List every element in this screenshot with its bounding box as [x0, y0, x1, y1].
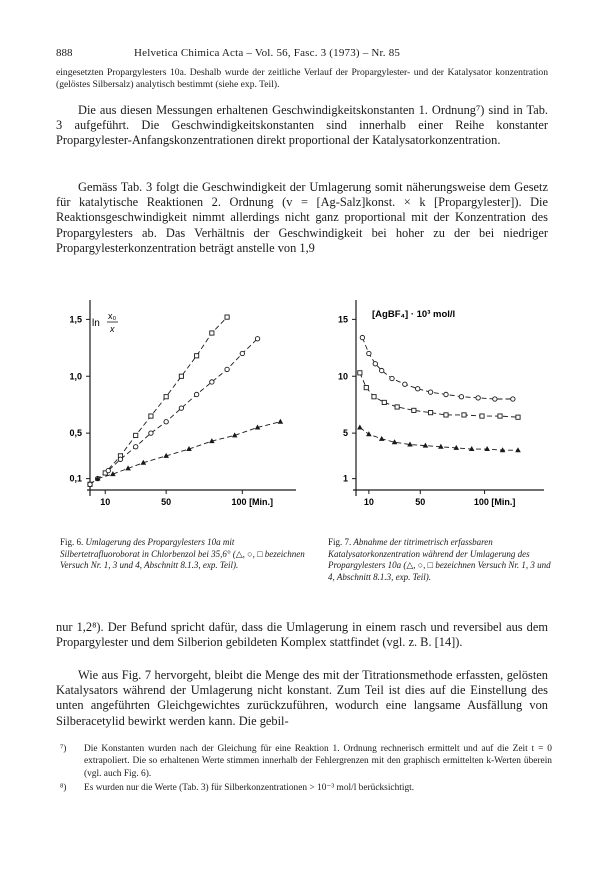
footnote-7-number: ⁷) — [60, 744, 67, 754]
fig6-markers — [88, 315, 283, 487]
fig6-point-circle — [133, 445, 137, 449]
fig6-ylabel-prefix: ln — [92, 318, 100, 329]
fig7-y-tick-label: 5 — [342, 428, 348, 439]
fig7-point-triangle — [379, 436, 385, 441]
fig6-point-circle — [210, 380, 214, 384]
fig6-y-tick-label: 1,0 — [69, 371, 82, 382]
footnote-7-text: Die Konstanten wurden nach der Gleichung für eine Reaktion 1. Ordnung rechnerisch ermittelt und auf die Zeit t = 0 extrapoliert. Die so erhaltenen Werte stimmen innerhalb der Fehlergrenzen mit den graphisch ermittelten k-Werten überein (vgl. auch Fig. 6). — [84, 744, 552, 779]
footnote-8-number: ⁸) — [60, 783, 67, 793]
fig7-y-tick-label: 1 — [342, 473, 348, 484]
fig7-y-tick-label: 15 — [337, 314, 348, 325]
fig6-point-square — [210, 331, 214, 335]
fig7-point-square — [480, 414, 484, 418]
fig7-point-triangle — [484, 446, 490, 451]
fig7-ticks — [338, 314, 515, 507]
fig7-point-square — [444, 413, 448, 417]
fig7-point-circle — [403, 382, 407, 386]
fig6-point-square — [134, 433, 138, 437]
fig6-caption-text: Umlagerung des Propargylesters 10a mit Silbertetrafluoroborat in Chlorbenzol bei 35,6° (△, ○, □ bezeichnen Versuch Nr. 1, 3 und 4, Abschnitt 8.1.3, exp. Teil). — [60, 537, 305, 571]
fig7-series-square-line — [360, 373, 518, 417]
fig6-point-square — [164, 395, 168, 399]
fig6-point-square — [149, 414, 153, 418]
fig7-point-triangle — [515, 447, 521, 452]
fig7-y-tick-label: 10 — [337, 371, 348, 382]
fig7-series-triangle-line — [360, 427, 518, 450]
top-paragraph: eingesetzten Propargylesters 10a. Deshalb wurde der zeitliche Verlauf der Propargylester- und der Katalysator konzentration (gelöstes Silbersalz) analytisch bestimmt (siehe exp. Teil). — [56, 67, 548, 90]
fig6-point-circle — [118, 457, 122, 461]
footnote-8-text: Es wurden nur die Werte (Tab. 3) für Silberkonzentrationen > 10⁻³ mol/l berücksichtigt. — [84, 783, 415, 793]
fig6-point-square — [179, 374, 183, 378]
fig6-ylabel-numerator: x₀ — [108, 311, 117, 321]
fig6-series-square-line — [90, 317, 227, 484]
fig7-point-square — [382, 400, 386, 404]
fig7-point-circle — [493, 397, 497, 401]
fig6-x-tick-label: 100 [Min.] — [231, 497, 274, 507]
fig6-axes — [87, 300, 296, 496]
fig7-point-circle — [360, 335, 364, 339]
fig7-caption-label: Fig. 7. — [328, 537, 352, 547]
fig7-point-square — [498, 414, 502, 418]
fig7-ylabel: [AgBF₄] · 10³ mol/l — [372, 309, 456, 320]
figure-7-chart — [326, 288, 558, 528]
fig6-y-tick-label: 0,1 — [69, 473, 82, 484]
fig7-point-circle — [373, 362, 377, 366]
fig6-caption-label: Fig. 6. — [60, 537, 84, 547]
fig7-x-tick-label: 50 — [415, 497, 426, 507]
fig7-point-triangle — [366, 431, 372, 436]
fig7-point-square — [395, 405, 399, 409]
fig7-x-tick-label: 100 [Min.] — [473, 497, 516, 507]
fig7-point-triangle — [357, 424, 363, 429]
fig7-point-circle — [416, 387, 420, 391]
fig7-point-circle — [476, 396, 480, 400]
fig7-point-circle — [428, 390, 432, 394]
fig7-point-circle — [444, 392, 448, 396]
fig6-point-circle — [225, 367, 229, 371]
fig7-x-tick-label: 10 — [363, 497, 374, 507]
fig7-caption-text: Abnahme der titrimetrisch erfassbaren Katalysatorkonzentration während der Umlagerung des Propargylesters 10a (△, ○, □ bezeichnen Versuch Nr. 1, 3 und 4, Abschnitt 8.1.3, exp. Teil). — [328, 537, 551, 582]
fig6-point-circle — [88, 482, 92, 486]
fig7-caption — [328, 537, 552, 583]
running-title: Helvetica Chimica Acta – Vol. 56, Fasc. 3 (1973) – Nr. 85 — [134, 47, 401, 59]
fig7-point-square — [358, 371, 362, 375]
fig6-ylabel-denominator: x — [110, 324, 115, 334]
fig6-point-circle — [179, 406, 183, 410]
fig7-series-circle-line — [362, 338, 512, 399]
fig7-axes — [353, 300, 544, 496]
fig7-point-circle — [459, 395, 463, 399]
fig6-point-circle — [194, 392, 198, 396]
fig6-point-square — [225, 315, 229, 319]
fig6-point-circle — [240, 351, 244, 355]
fig7-markers — [357, 335, 521, 452]
fig6-y-tick-label: 0,5 — [69, 428, 82, 439]
paragraph-1: Die aus diesen Messungen erhaltenen Geschwindigkeitskonstanten 1. Ordnung⁷) sind in Tab. 3 aufgeführt. Die Geschwindigkeitskonstanten sind innerhalb einer Reihe konstanter Propargylester-Anfangskonzentrationen direkt proportional der Katalysatorkonzentration. — [56, 103, 548, 148]
fig6-x-tick-label: 10 — [100, 497, 111, 507]
fig7-point-square — [372, 395, 376, 399]
paragraph-4: Wie aus Fig. 7 hervorgeht, bleibt die Menge des mit der Titrationsmethode erfassten, gelösten Katalysators während der Umlagerung nicht konstant. Zum Teil ist dies auf die Einstellung des unten angeführten Gleichgewichtes zurückzuführen, wodurch eine langsame Ausfällung von Silberacetylid bewirkt werden kann. Die gebil- — [56, 668, 548, 728]
fig6-point-circle — [164, 420, 168, 424]
fig7-point-circle — [511, 397, 515, 401]
footnote-7 — [56, 743, 552, 780]
paragraph-3: nur 1,2⁸). Der Befund spricht dafür, dass die Umlagerung in einem rasch und reversibel aus dem Propargylester und dem Silberion gebildeten Komplex stattfindet (vgl. z. B. [14]). — [56, 620, 548, 650]
fig7-point-circle — [367, 351, 371, 355]
fig7-point-square — [462, 413, 466, 417]
figure-6-chart — [56, 288, 312, 528]
fig6-point-circle — [255, 337, 259, 341]
fig7-point-circle — [390, 376, 394, 380]
fig6-point-triangle — [278, 419, 284, 424]
footnote-8 — [56, 782, 552, 794]
fig7-point-square — [428, 411, 432, 415]
fig6-x-tick-label: 50 — [161, 497, 172, 507]
fig6-point-circle — [106, 468, 110, 472]
fig7-point-square — [364, 386, 368, 390]
fig6-caption — [60, 537, 306, 572]
fig6-y-tick-label: 1,5 — [69, 314, 82, 325]
fig6-point-square — [195, 354, 199, 358]
fig7-point-circle — [380, 368, 384, 372]
page-number: 888 — [56, 47, 73, 59]
fig6-point-circle — [149, 431, 153, 435]
paragraph-2: Gemäss Tab. 3 folgt die Geschwindigkeit der Umlagerung somit näherungsweise dem Gesetz für katalytische Reaktionen 2. Ordnung (v = [Ag-Salz]konst. × k [Propargylester]). Die Reaktionsgeschwindigkeit nimmt allerdings nicht ganz proportional mit der Konzentration des Propargylesters ab. Das Verhältnis der Geschwindigkeit bei hoher zu der bei niedriger Propargylesterkonzentration beträgt anstelle von 1,9 — [56, 180, 548, 255]
fig7-point-square — [516, 415, 520, 419]
fig7-fit-lines — [360, 338, 518, 451]
fig7-point-square — [412, 408, 416, 412]
